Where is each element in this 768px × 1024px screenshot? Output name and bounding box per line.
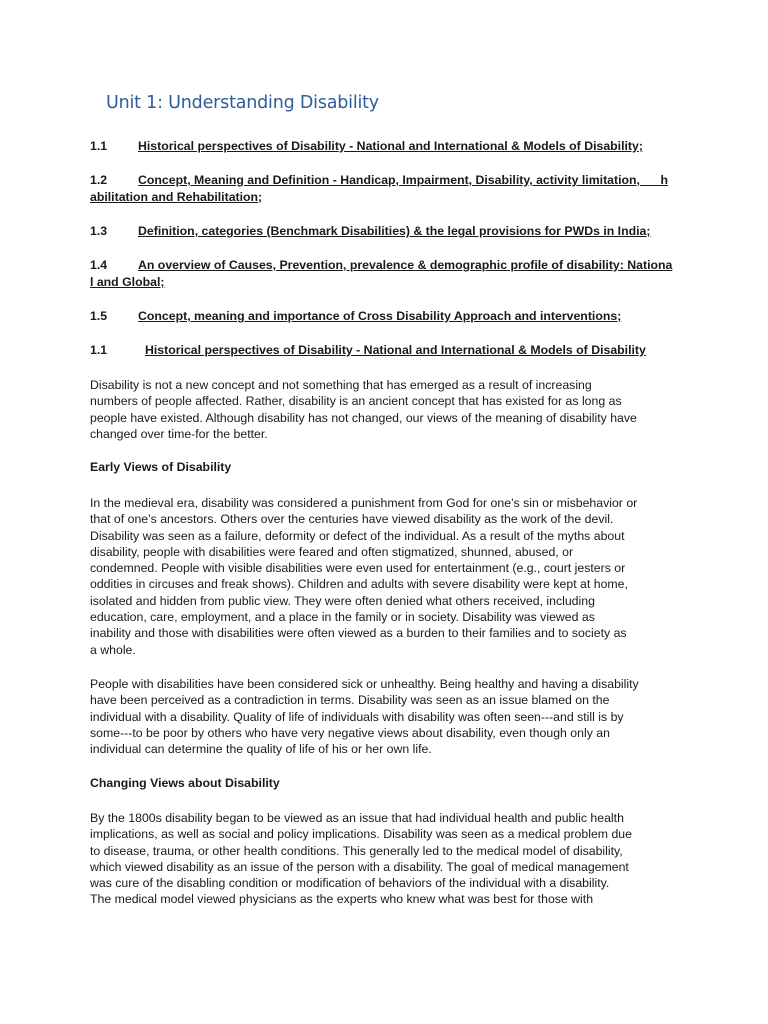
text-line: that of one’s ancestors. Others over the centuries have viewed disability as the work of the devil. — [90, 512, 614, 527]
toc-number: 1.1 — [90, 139, 108, 153]
text-line: individual can determine the quality of life of his or her own life. — [90, 742, 432, 757]
toc-text-continued: abilitation and Rehabilitation; — [90, 190, 263, 204]
unit-title: Unit 1: Understanding Disability — [106, 93, 379, 113]
intro-paragraph — [90, 377, 678, 442]
text-line: some---to be poor by others who have very negative views about disability, even though only an — [90, 725, 610, 740]
text-line: have been perceived as a contradiction in terms. Disability was seen as an issue blamed on the — [90, 693, 610, 708]
early-views-paragraph-2 — [90, 676, 678, 757]
text-line: In the medieval era, disability was considered a punishment from God for one’s sin or misbehavior or — [90, 496, 638, 510]
text-line: implications, as well as social and policy implications. Disability was seen as a medical problem due — [90, 827, 632, 842]
text-line: Disability was seen as a failure, deformity or defect of the individual. As a result of the myths about — [90, 528, 625, 543]
text-line: People with disabilities have been considered sick or unhealthy. Being healthy and having a disability — [90, 677, 639, 691]
toc-number: 1.2 — [90, 173, 108, 187]
text-line: isolated and hidden from public view. They were often denied what others received, including — [90, 593, 595, 608]
toc-item-1-3 — [90, 223, 678, 240]
text-line: a whole. — [90, 642, 136, 657]
toc-text: Concept, Meaning and Definition - Handicap, Impairment, Disability, activity limitation, h — [138, 173, 668, 187]
toc-text: Concept, meaning and importance of Cross Disability Approach and interventions; — [138, 309, 622, 323]
text-line: people have existed. Although disability has not changed, our views of the meaning of disability have — [90, 410, 637, 425]
toc-text: Definition, categories (Benchmark Disabilities) & the legal provisions for PWDs in India; — [138, 224, 651, 238]
text-line: disability, people with disabilities were feared and often stigmatized, shunned, abused, or — [90, 544, 574, 559]
text-line: individual with a disability. Quality of life of individuals with disability was often seen---and still is by — [90, 709, 624, 724]
text-line: was cure of the disabling condition or modification of behaviors of the individual with a disability. — [90, 876, 610, 891]
text-line: to disease, trauma, or other health conditions. This generally led to the medical model of disability, — [90, 843, 623, 858]
text-line: condemned. People with visible disabilities were even used for entertainment (e.g., court jesters or — [90, 561, 626, 576]
toc-number: 1.3 — [90, 224, 108, 238]
toc-number: 1.4 — [90, 258, 108, 272]
text-line: numbers of people affected. Rather, disability is an ancient concept that has existed for as long as — [90, 394, 622, 409]
toc-item-1-5 — [90, 308, 678, 325]
early-views-paragraph-1 — [90, 495, 678, 658]
text-line: changed over time-for the better. — [90, 426, 268, 441]
changing-views-paragraph — [90, 810, 678, 908]
text-line: oddities in circuses and freak shows). Children and adults with severe disability were kept at home, — [90, 577, 628, 592]
text-line: Disability is not a new concept and not something that has emerged as a result of increasing — [90, 378, 592, 392]
toc-text-continued: l and Global; — [90, 275, 165, 289]
early-views-heading: Early Views of Disability — [90, 460, 232, 474]
toc-text: An overview of Causes, Prevention, prevalence & demographic profile of disability: Nationa — [138, 258, 673, 272]
text-line: education, care, employment, and a place in the family or in society. Disability was viewed as — [90, 610, 595, 625]
text-line: The medical model viewed physicians as the experts who knew what was best for those with — [90, 892, 594, 907]
toc-number: 1.5 — [90, 309, 108, 323]
toc-item-1-1 — [90, 138, 678, 155]
toc-item-1-2 — [90, 172, 678, 206]
text-line: which viewed disability as an issue of the person with a disability. The goal of medical management — [90, 859, 629, 874]
text-line: By the 1800s disability began to be viewed as an issue that had individual health and public health — [90, 811, 624, 825]
section-heading — [90, 342, 678, 359]
section-heading-text: Historical perspectives of Disability - National and International & Models of Disability — [145, 343, 646, 357]
toc-item-1-4 — [90, 257, 678, 291]
text-line: inability and those with disabilities were often viewed as a burden to their families and to society as — [90, 626, 627, 641]
changing-views-heading: Changing Views about Disability — [90, 776, 280, 790]
toc-text: Historical perspectives of Disability - National and International & Models of Disability; — [138, 139, 643, 153]
section-number: 1.1 — [90, 343, 108, 357]
